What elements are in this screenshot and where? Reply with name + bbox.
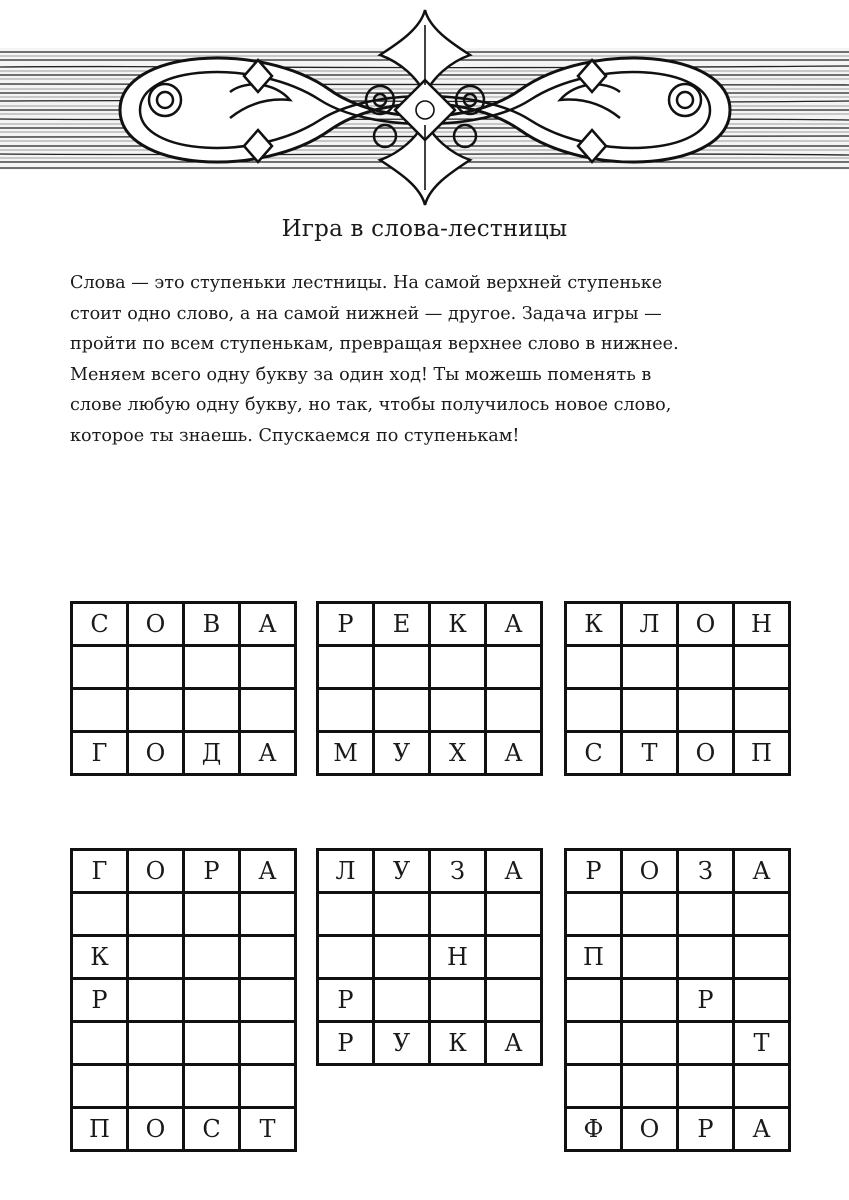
letter-cell[interactable]: А [487,851,543,894]
letter-cell[interactable]: Л [623,604,679,647]
empty-cell[interactable] [73,647,129,690]
letter-cell[interactable]: М [319,733,375,776]
empty-cell[interactable] [319,647,375,690]
letter-cell[interactable]: А [735,851,791,894]
empty-cell[interactable] [623,937,679,980]
puzzle-grid-sova-goda [70,601,297,776]
empty-cell[interactable] [567,1066,623,1109]
letter-cell[interactable]: А [241,604,297,647]
empty-cell[interactable] [431,894,487,937]
intro-line: стоит одно слово, а на самой нижней — другое. Задача игры — [70,303,662,324]
empty-cell[interactable] [185,937,241,980]
letter-cell[interactable]: К [431,1023,487,1066]
empty-cell[interactable] [185,980,241,1023]
empty-cell[interactable] [623,894,679,937]
letter-cell[interactable]: К [73,937,129,980]
empty-cell[interactable] [487,980,543,1023]
empty-cell[interactable] [487,894,543,937]
intro-line: Слова — это ступеньки лестницы. На самой верхней ступеньке [70,273,663,293]
empty-cell[interactable] [623,1066,679,1109]
empty-cell[interactable] [241,980,297,1023]
letter-cell[interactable]: З [431,851,487,894]
empty-cell[interactable] [375,894,431,937]
letter-cell[interactable]: О [129,733,185,776]
empty-cell[interactable] [735,690,791,733]
empty-cell[interactable] [735,980,791,1023]
letter-cell[interactable]: Р [319,980,375,1023]
letter-cell[interactable]: С [567,733,623,776]
empty-cell[interactable] [567,980,623,1023]
puzzle-grid-klon-stop [564,601,791,776]
letter-cell[interactable]: Р [319,604,375,647]
empty-cell[interactable] [241,647,297,690]
empty-cell[interactable] [679,937,735,980]
empty-cell[interactable] [375,647,431,690]
empty-cell[interactable] [431,647,487,690]
empty-cell[interactable] [487,647,543,690]
empty-cell[interactable] [735,937,791,980]
letter-cell[interactable]: Т [735,1023,791,1066]
letter-cell[interactable]: У [375,733,431,776]
puzzle-grid-reka-muha [316,601,543,776]
letter-cell[interactable]: П [73,1109,129,1152]
empty-cell[interactable] [241,1023,297,1066]
empty-cell[interactable] [319,690,375,733]
empty-cell[interactable] [375,937,431,980]
empty-cell[interactable] [73,1066,129,1109]
letter-cell[interactable]: А [487,733,543,776]
letter-cell[interactable]: А [735,1109,791,1152]
letter-cell[interactable]: О [679,733,735,776]
empty-cell[interactable] [129,647,185,690]
empty-cell[interactable] [319,894,375,937]
letter-cell[interactable]: Р [679,1109,735,1152]
letter-cell[interactable]: Р [185,851,241,894]
empty-cell[interactable] [487,937,543,980]
empty-cell[interactable] [431,690,487,733]
letter-cell[interactable]: А [241,851,297,894]
letter-cell[interactable]: К [431,604,487,647]
empty-cell[interactable] [679,894,735,937]
ornamental-banner [0,0,849,215]
letter-cell[interactable]: Л [319,851,375,894]
empty-cell[interactable] [623,647,679,690]
empty-cell[interactable] [185,690,241,733]
empty-cell[interactable] [129,937,185,980]
empty-cell[interactable] [241,894,297,937]
letter-cell[interactable]: Г [73,733,129,776]
empty-cell[interactable] [73,1023,129,1066]
empty-cell[interactable] [129,1023,185,1066]
empty-cell[interactable] [241,1066,297,1109]
empty-cell[interactable] [567,647,623,690]
intro-line: слове любую одну букву, но так, чтобы получилось новое слово, [70,395,672,415]
letter-cell[interactable]: О [129,851,185,894]
empty-cell[interactable] [185,1066,241,1109]
empty-cell[interactable] [375,690,431,733]
letter-cell[interactable]: Р [679,980,735,1023]
empty-cell[interactable] [129,1066,185,1109]
empty-cell[interactable] [375,980,431,1023]
intro-line: пройти по всем ступенькам, превращая верхнее слово в нижнее. [70,334,679,354]
empty-cell[interactable] [129,980,185,1023]
empty-cell[interactable] [735,1066,791,1109]
page-title: Игра в слова-лестницы [281,216,568,242]
empty-cell[interactable] [431,980,487,1023]
letter-cell[interactable]: П [567,937,623,980]
letter-cell[interactable]: Х [431,733,487,776]
empty-cell[interactable] [623,1023,679,1066]
empty-cell[interactable] [567,1023,623,1066]
intro-line: Меняем всего одну букву за один ход! Ты можешь поменять в [70,364,652,385]
empty-cell[interactable] [623,980,679,1023]
empty-cell[interactable] [735,894,791,937]
empty-cell[interactable] [241,690,297,733]
letter-cell[interactable]: П [735,733,791,776]
letter-cell[interactable]: У [375,851,431,894]
empty-cell[interactable] [241,937,297,980]
letter-cell[interactable]: О [679,604,735,647]
empty-cell[interactable] [679,690,735,733]
empty-cell[interactable] [679,647,735,690]
letter-cell[interactable]: У [375,1023,431,1066]
letter-cell[interactable]: Ф [567,1109,623,1152]
empty-cell[interactable] [735,647,791,690]
letter-cell[interactable]: Т [241,1109,297,1152]
letter-cell[interactable]: Н [431,937,487,980]
puzzle-grid-roza-fora [564,848,791,1152]
letter-cell[interactable]: О [623,851,679,894]
letter-cell[interactable]: Г [73,851,129,894]
letter-cell[interactable]: Е [375,604,431,647]
empty-cell[interactable] [679,1066,735,1109]
empty-cell[interactable] [73,690,129,733]
empty-cell[interactable] [185,1023,241,1066]
intro-paragraph [70,268,790,451]
letter-cell[interactable]: Р [73,980,129,1023]
empty-cell[interactable] [567,690,623,733]
puzzle-grid-luza-ruka [316,848,543,1066]
letter-cell[interactable]: Т [623,733,679,776]
puzzle-grid-gora-post [70,848,297,1152]
letter-cell[interactable]: С [73,604,129,647]
empty-cell[interactable] [567,894,623,937]
empty-cell[interactable] [623,690,679,733]
letter-cell[interactable]: С [185,1109,241,1152]
letter-cell[interactable]: В [185,604,241,647]
empty-cell[interactable] [319,937,375,980]
letter-cell[interactable]: Р [319,1023,375,1066]
empty-cell[interactable] [185,894,241,937]
empty-cell[interactable] [487,690,543,733]
letter-cell[interactable]: Р [567,851,623,894]
letter-cell[interactable]: З [679,851,735,894]
letter-cell[interactable]: А [487,604,543,647]
empty-cell[interactable] [185,647,241,690]
intro-line: которое ты знаешь. Спускаемся по ступенькам! [70,425,520,446]
letter-cell[interactable]: А [241,733,297,776]
empty-cell[interactable] [129,894,185,937]
letter-cell[interactable]: Д [185,733,241,776]
letter-cell[interactable]: К [567,604,623,647]
empty-cell[interactable] [679,1023,735,1066]
letter-cell[interactable]: О [623,1109,679,1152]
empty-cell[interactable] [129,690,185,733]
letter-cell[interactable]: Н [735,604,791,647]
empty-cell[interactable] [73,894,129,937]
letter-cell[interactable]: О [129,604,185,647]
letter-cell[interactable]: О [129,1109,185,1152]
letter-cell[interactable]: А [487,1023,543,1066]
